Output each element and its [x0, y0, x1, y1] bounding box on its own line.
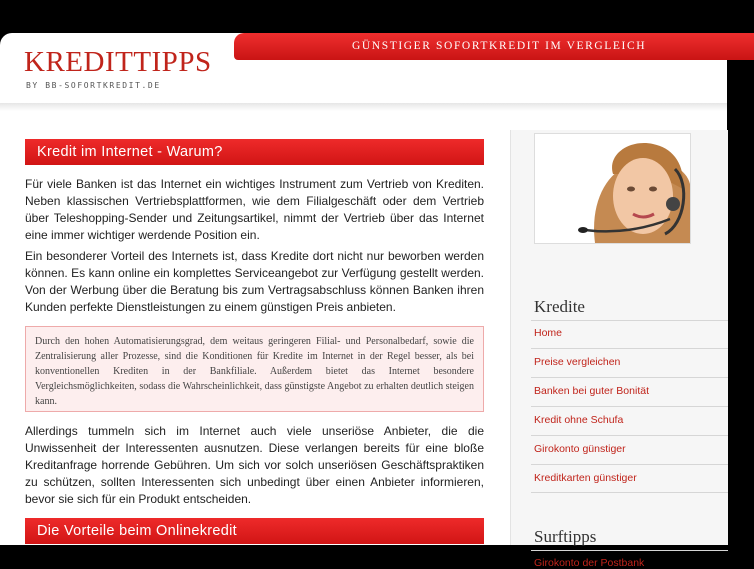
site-logo[interactable]: KREDITTIPPS [24, 46, 212, 78]
sidebar-divider [531, 464, 728, 465]
header-tagline: GÜNSTIGER SOFORTKREDIT IM VERGLEICH [352, 40, 647, 52]
sidebar-link-girokonto[interactable]: Girokonto günstiger [534, 443, 626, 455]
logo-subtitle: BY BB-SOFORTKREDIT.DE [26, 81, 161, 90]
sidebar-link-postbank[interactable]: Girokonto der Postbank [534, 557, 645, 569]
sidebar-link-home[interactable]: Home [534, 327, 563, 339]
section-heading-vorteile [25, 518, 484, 544]
page [0, 33, 727, 569]
sidebar-link-preise[interactable]: Preise vergleichen [534, 356, 621, 368]
sidebar-divider [531, 435, 728, 436]
sidebar-divider [531, 406, 728, 407]
header-divider [0, 103, 727, 111]
sidebar-divider [531, 320, 728, 321]
sidebar-link-bonitaet[interactable]: Banken bei guter Bonität [534, 385, 649, 397]
headset-woman-photo [534, 133, 691, 244]
sidebar-divider [531, 377, 728, 378]
sidebar-link-schufa[interactable]: Kredit ohne Schufa [534, 414, 624, 426]
paragraph-2: Ein besonderer Vorteil des Internets ist, dass Kredite dort nicht nur beworben werden können. Es kann online ein komplettes Serviceangebot zur Verfügung gestellt werden. Von der Werbung über die Beratung bis zum Vertragsabschluss können Banken ihren Kunden perfekte Dienstleistungen zu einem günstigen Preis anbieten. [25, 249, 484, 314]
paragraph-1: Für viele Banken ist das Internet ein wichtiges Instrument zum Vertrieb von Krediten. Neben klassischen Vertriebsplattformen, wie dem Filialgeschäft oder dem Vertrieb über Teleshopping-Sender und Zeitungsartikel, nimmt der Vertrieb über das Internet eine immer wichtiger werdende Position ein. [25, 177, 484, 242]
sidebar-title-surftipps: Surftipps [534, 527, 597, 546]
paragraph-3: Allerdings tummeln sich im Internet auch viele unseriöse Anbieter, die die Unwissenheit der Interessenten ausnutzen. Diese verlangen bereits für eine bloße Kreditanfrage horrende Gebühren. Um sich vor solch unseriösen Geschäftspraktiken zu schützen, sollten Interessenten sich unbedingt über einen Anbieter informieren, bevor sie sich für ein Produkt entscheiden. [25, 424, 484, 506]
highlight-box [25, 326, 484, 412]
photo-illustration [535, 134, 690, 243]
sidebar-divider [531, 348, 728, 349]
section-heading-warum [25, 139, 484, 165]
sidebar-divider [531, 492, 728, 493]
sidebar-title-kredite: Kredite [534, 297, 585, 316]
section-heading-text: Kredit im Internet - Warum? [37, 144, 223, 160]
sidebar-divider [531, 550, 728, 551]
section-heading-text: Die Vorteile beim Onlinekredit [37, 523, 238, 539]
highlight-text: Durch den hohen Automatisierungsgrad, dem weitaus geringeren Filial- und Personalbedarf, sowie die Zentralisierung aller Prozesse, sind die Konditionen für Kredite im Internet in der Regel besser, als bei konventionellen Krediten in der Bankfiliale. Außerdem bietet das Internet besondere Vergleichsmöglichkeiten, sodass die Wahrscheinlichkeit, dass günstigste Angebot zu erhalten deutlich steigen kann. [35, 336, 474, 407]
sidebar [510, 130, 728, 569]
sidebar-link-kreditkarten[interactable]: Kreditkarten günstiger [534, 472, 637, 484]
